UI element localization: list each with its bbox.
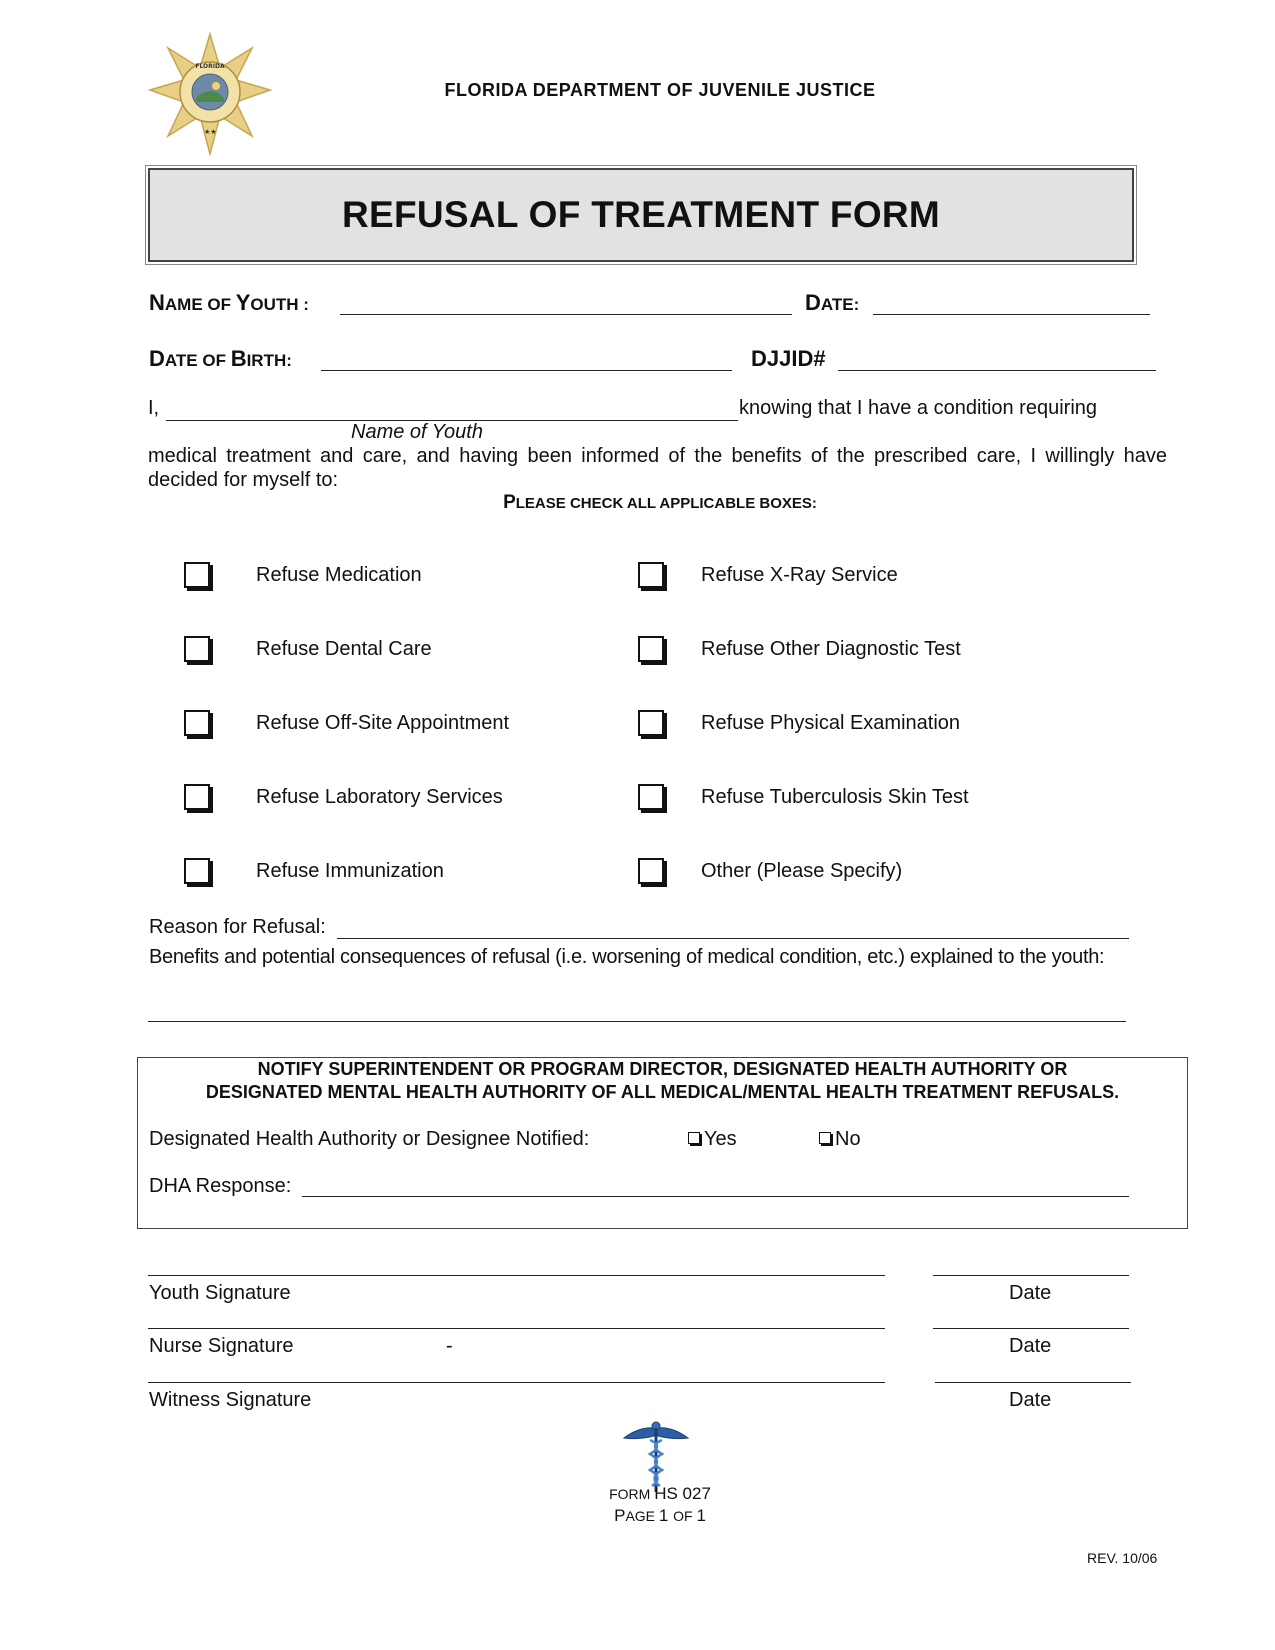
label-refuse-immunization: Refuse Immunization: [256, 860, 444, 882]
dha-notified-yes[interactable]: [688, 1128, 737, 1151]
witness-signature-label: Witness Signature: [149, 1389, 312, 1411]
caduceus-icon: [620, 1418, 692, 1494]
name-of-youth-label: NAME OF YOUTH :: [149, 290, 309, 315]
notify-heading-line2: DESIGNATED MENTAL HEALTH AUTHORITY OF ALL MEDICAL/MENTAL HEALTH TREATMENT REFUSALS.: [205, 1082, 1120, 1102]
youth-signature-label: Youth Signature: [149, 1282, 291, 1304]
reason-for-refusal-label: Reason for Refusal:: [149, 916, 326, 938]
djjid-field[interactable]: [838, 350, 1156, 371]
witness-signature-date-line[interactable]: [935, 1362, 1131, 1383]
notify-heading-line1: NOTIFY SUPERINTENDENT OR PROGRAM DIRECTOR, DESIGNATED HEALTH AUTHORITY OR: [257, 1059, 1068, 1079]
label-refuse-physical-examination: Refuse Physical Examination: [701, 712, 961, 734]
checkbox-refuse-medication[interactable]: [184, 562, 210, 588]
checkbox-refuse-x-ray-service[interactable]: [638, 562, 664, 588]
page-number: PAGE 1 OF 1: [614, 1506, 706, 1525]
no-label: No: [835, 1128, 861, 1150]
svg-text:FLORIDA: FLORIDA: [195, 63, 225, 70]
witness-date-label: Date: [1009, 1389, 1052, 1411]
nurse-signature-dash: -: [446, 1335, 453, 1357]
label-refuse-laboratory-services: Refuse Laboratory Services: [256, 786, 503, 808]
nurse-signature-date-line[interactable]: [933, 1308, 1129, 1329]
checkbox-refuse-physical-examination[interactable]: [638, 710, 664, 736]
dha-notified-no[interactable]: [819, 1128, 861, 1151]
youth-signature-line[interactable]: [148, 1255, 885, 1276]
name-caption: Name of Youth: [351, 421, 483, 443]
form-number: FORM HS 027: [609, 1484, 711, 1503]
youth-date-label: Date: [1009, 1282, 1052, 1304]
date-of-birth-label: DATE OF BIRTH:: [149, 346, 292, 371]
checkbox-refuse-other-diagnostic-test[interactable]: [638, 636, 664, 662]
date-field[interactable]: [873, 294, 1150, 315]
svg-text:★★: ★★: [204, 128, 217, 136]
reason-for-refusal-field[interactable]: [337, 918, 1129, 939]
date-label: DATE:: [805, 290, 860, 315]
label-refuse-off-site-appointment: Refuse Off-Site Appointment: [256, 712, 510, 734]
revision-date: REV. 10/06: [1087, 1550, 1158, 1566]
dha-notified-label: Designated Health Authority or Designee Notified:: [149, 1128, 590, 1150]
checkbox-refuse-immunization[interactable]: [184, 858, 210, 884]
checkbox-refuse-tuberculosis-skin-test[interactable]: [638, 784, 664, 810]
nurse-date-label: Date: [1009, 1335, 1052, 1357]
form-title: REFUSAL OF TREATMENT FORM: [341, 194, 941, 235]
no-checkbox[interactable]: [819, 1132, 831, 1144]
statement-prefix: I,: [148, 397, 160, 419]
form-title-box: [148, 168, 1134, 262]
benefits-explained-field[interactable]: [148, 1001, 1126, 1022]
nurse-signature-label: Nurse Signature: [149, 1335, 294, 1357]
nurse-signature-line[interactable]: [148, 1308, 885, 1329]
date-of-birth-field[interactable]: [321, 350, 732, 371]
label-refuse-dental-care: Refuse Dental Care: [256, 638, 432, 660]
statement-body: medical treatment and care, and having been informed of the benefits of the prescribed care, I willingly have decided for myself to:: [148, 445, 1167, 491]
label-other-please-specify: Other (Please Specify): [701, 860, 903, 882]
label-refuse-other-diagnostic-test: Refuse Other Diagnostic Test: [701, 638, 961, 660]
youth-name-statement-field[interactable]: [166, 400, 738, 421]
dha-response-label: DHA Response:: [149, 1175, 292, 1197]
witness-signature-line[interactable]: [148, 1362, 885, 1383]
statement-suffix: knowing that I have a condition requiring: [739, 397, 1098, 419]
label-refuse-medication: Refuse Medication: [256, 564, 422, 586]
yes-label: Yes: [704, 1128, 737, 1150]
yes-checkbox[interactable]: [688, 1132, 700, 1144]
check-instruction: PLEASE CHECK ALL APPLICABLE BOXES:: [503, 492, 817, 513]
label-refuse-tuberculosis-skin-test: Refuse Tuberculosis Skin Test: [701, 786, 969, 808]
name-of-youth-field[interactable]: [340, 294, 792, 315]
benefits-explained-label: Benefits and potential consequences of refusal (i.e. worsening of medical condition, etc.) explained to the youth:: [149, 946, 1105, 968]
agency-name: FLORIDA DEPARTMENT OF JUVENILE JUSTICE: [444, 80, 876, 100]
checkbox-other-please-specify[interactable]: [638, 858, 664, 884]
checkbox-refuse-laboratory-services[interactable]: [184, 784, 210, 810]
djjid-label: DJJID#: [751, 346, 826, 371]
label-refuse-x-ray-service: Refuse X-Ray Service: [701, 564, 898, 586]
checkbox-refuse-off-site-appointment[interactable]: [184, 710, 210, 736]
youth-signature-date-line[interactable]: [933, 1255, 1129, 1276]
dha-response-field[interactable]: [302, 1176, 1129, 1197]
checkbox-refuse-dental-care[interactable]: [184, 636, 210, 662]
